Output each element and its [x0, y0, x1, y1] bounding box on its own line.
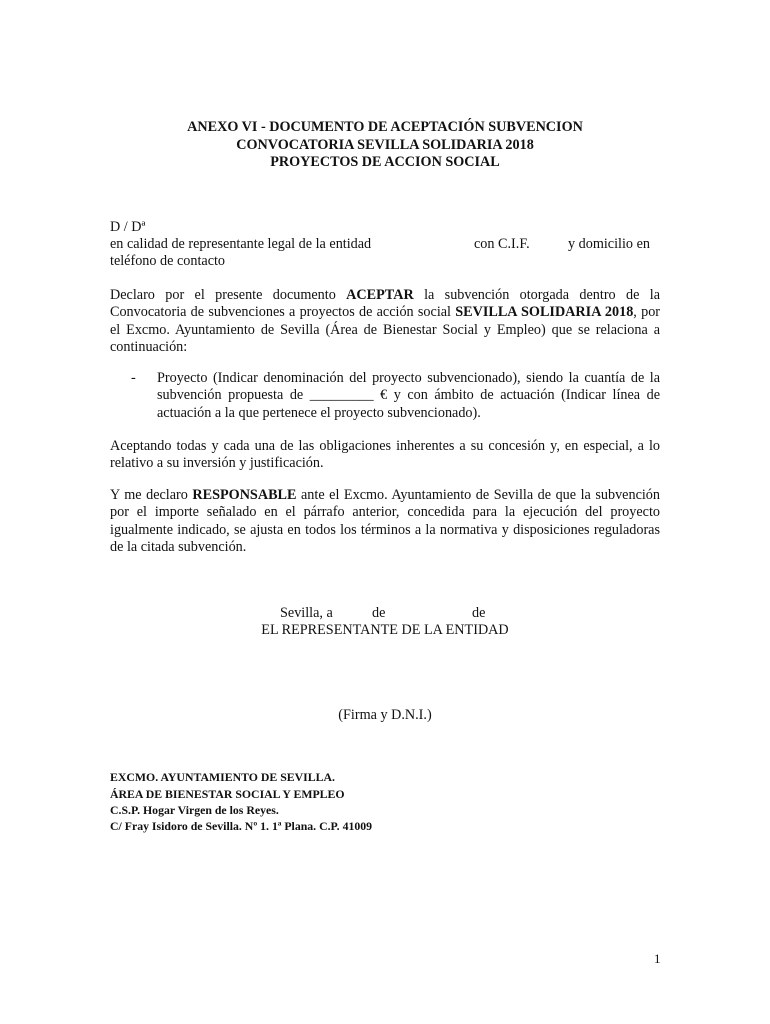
responsibility-paragraph: [110, 487, 660, 556]
project-text-1: Proyecto (Indicar denominación del proyecto subvencionado), siendo la cuantía de la subvención propuesta de: [157, 370, 660, 404]
name-label: D / Dª: [110, 219, 146, 235]
representative-label: en calidad de representante legal de la entidad: [110, 236, 372, 252]
amount-blank: _________: [309, 387, 374, 404]
document-title-line-3: PROYECTOS DE ACCION SOCIAL: [270, 154, 500, 170]
declaration-text-2: la subvención otorgada dentro de la Convocatoria de subvenciones a proyectos de acción social: [110, 287, 660, 321]
representative-role: EL REPRESENTANTE DE LA ENTIDAD: [261, 622, 509, 638]
declaration-text-3: , por el Excmo. Ayuntamiento de Sevilla (Área de Bienestar Social y Empleo) que se relaciona a continuación:: [110, 304, 661, 355]
program-name: SEVILLA SOLIDARIA 2018: [455, 304, 634, 321]
responsibility-text-1: Y me declaro: [110, 487, 193, 503]
signature-instruction: (Firma y D.N.I.): [338, 707, 432, 723]
footer-center: C.S.P. Hogar Virgen de los Reyes.: [110, 803, 279, 817]
phone-label: teléfono de contacto: [110, 253, 226, 269]
document-title-line-2: CONVOCATORIA SEVILLA SOLIDARIA 2018: [236, 137, 534, 153]
responsibility-text-2: ante el Excmo. Ayuntamiento de Sevilla de que la subvención por el importe señalado en el párrafo anterior, concedida para la ejecución del proyecto igualmente indicado, se ajusta en todos los términos a la normativa y disposiciones reguladoras de la citada subvención.: [110, 487, 660, 555]
cif-label: con C.I.F.: [474, 236, 530, 252]
signature-de-1: de: [372, 605, 386, 621]
declaration-paragraph: [110, 287, 660, 356]
accept-keyword: ACEPTAR: [346, 287, 414, 303]
project-bullet: -: [131, 370, 136, 386]
declaration-text-1: Declaro por el presente documento: [110, 287, 347, 303]
signature-de-2: de: [472, 605, 486, 621]
project-text-2: € y con ámbito de actuación (Indicar línea de actuación a la que pertenece el proyecto subvencionado).: [157, 387, 660, 421]
obligations-paragraph: Aceptando todas y cada una de las obligaciones inherentes a su concesión y, en especial, a lo relativo a su inversión y justificación.: [110, 438, 660, 472]
footer-address: C/ Fray Isidoro de Sevilla. Nº 1. 1ª Plana. C.P. 41009: [110, 819, 373, 833]
project-item-text: [157, 370, 660, 422]
footer-area: ÁREA DE BIENESTAR SOCIAL Y EMPLEO: [110, 787, 345, 801]
page-number: 1: [654, 951, 661, 966]
document-title-line-1: ANEXO VI - DOCUMENTO DE ACEPTACIÓN SUBVENCION: [187, 119, 583, 135]
address-label: y domicilio en: [568, 236, 650, 252]
responsible-keyword: RESPONSABLE: [192, 487, 297, 503]
signature-place: Sevilla, a: [280, 605, 333, 621]
footer-institution: EXCMO. AYUNTAMIENTO DE SEVILLA.: [110, 770, 335, 784]
